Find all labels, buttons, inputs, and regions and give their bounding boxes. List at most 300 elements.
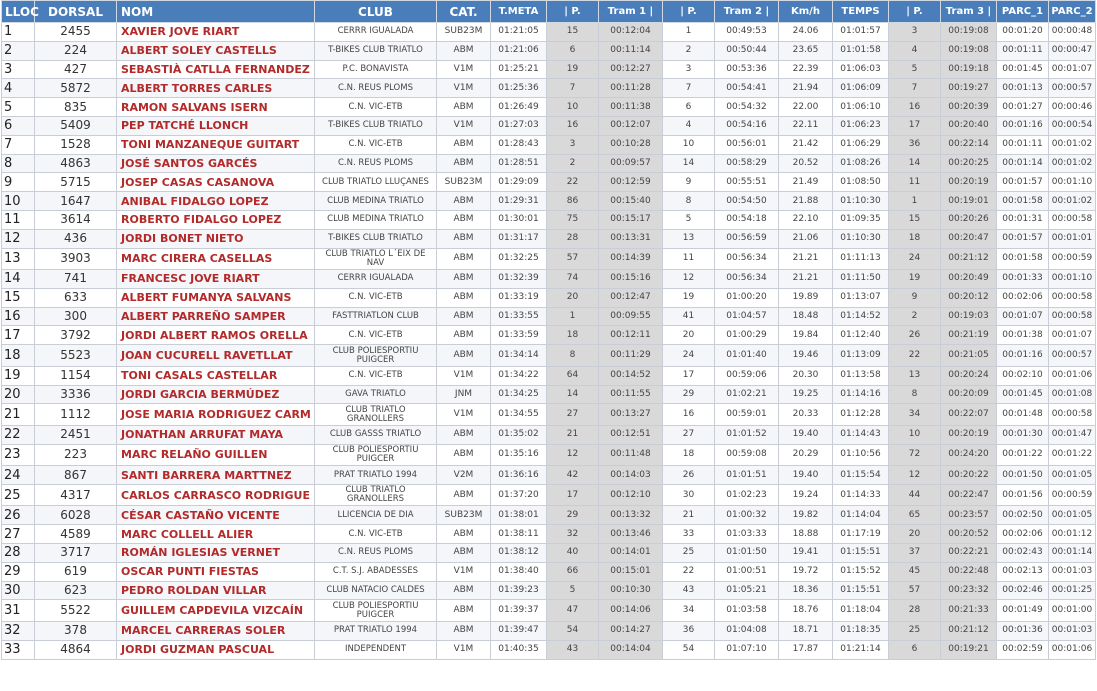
- cell-parc1: 00:01:45: [997, 385, 1049, 404]
- table-row: [2, 210, 1096, 229]
- cell-p2: 12: [663, 270, 715, 289]
- cell-lloc: 10: [2, 192, 35, 211]
- cell-lloc: 3: [2, 60, 35, 79]
- cell-parc1: 00:01:30: [997, 425, 1049, 444]
- cell-temps: 01:14:04: [833, 506, 889, 525]
- cell-club: C.N. VIC-ETB: [315, 288, 437, 307]
- cell-nom: SANTI BARRERA MARTTNEZ: [117, 466, 315, 485]
- table-row: [2, 229, 1096, 248]
- cell-kmh: 20.33: [779, 404, 833, 426]
- cell-cat: ABM: [437, 270, 491, 289]
- cell-lloc: 18: [2, 345, 35, 367]
- cell-p1: 10: [547, 98, 599, 117]
- cell-parc1: 00:01:57: [997, 173, 1049, 192]
- cell-lloc: 4: [2, 79, 35, 98]
- cell-tram1: 00:11:48: [599, 444, 663, 466]
- cell-parc2: 00:01:14: [1049, 544, 1096, 563]
- cell-temps: 01:12:40: [833, 326, 889, 345]
- cell-parc2: 00:00:59: [1049, 484, 1096, 506]
- cell-tram1: 00:10:28: [599, 135, 663, 154]
- cell-nom: GUILLEM CAPDEVILA VIZCAÍN: [117, 600, 315, 622]
- cell-kmh: 19.84: [779, 326, 833, 345]
- cell-kmh: 21.21: [779, 248, 833, 270]
- cell-tmeta: 01:29:31: [491, 192, 547, 211]
- cell-tmeta: 01:37:20: [491, 484, 547, 506]
- cell-dorsal: 427: [35, 60, 117, 79]
- cell-tmeta: 01:38:12: [491, 544, 547, 563]
- cell-parc2: 00:00:58: [1049, 404, 1096, 426]
- cell-p2: 36: [663, 621, 715, 640]
- table-row: [2, 41, 1096, 60]
- cell-tram3: 00:19:03: [941, 307, 997, 326]
- cell-nom: ANIBAL FIDALGO LOPEZ: [117, 192, 315, 211]
- cell-p2: 13: [663, 229, 715, 248]
- cell-p1: 15: [547, 23, 599, 42]
- cell-tram3: 00:20:19: [941, 425, 997, 444]
- cell-club: GAVA TRIATLO: [315, 385, 437, 404]
- cell-cat: ABM: [437, 326, 491, 345]
- table-row: [2, 60, 1096, 79]
- cell-kmh: 19.82: [779, 506, 833, 525]
- cell-cat: ABM: [437, 229, 491, 248]
- col-header-tram3[interactable]: Tram 3 |: [941, 1, 997, 23]
- cell-tram1: 00:12:10: [599, 484, 663, 506]
- cell-club: CLUB POLIESPORTIU PUIGCER: [315, 345, 437, 367]
- table-row: [2, 270, 1096, 289]
- cell-tmeta: 01:39:47: [491, 621, 547, 640]
- cell-tram3: 00:22:21: [941, 544, 997, 563]
- cell-club: C.N. REUS PLOMS: [315, 544, 437, 563]
- cell-temps: 01:21:14: [833, 640, 889, 659]
- cell-parc2: 00:01:03: [1049, 621, 1096, 640]
- cell-kmh: 22.10: [779, 210, 833, 229]
- cell-parc2: 00:00:57: [1049, 345, 1096, 367]
- col-header-tmeta[interactable]: T.META: [491, 1, 547, 23]
- cell-cat: ABM: [437, 600, 491, 622]
- cell-dorsal: 378: [35, 621, 117, 640]
- col-header-club[interactable]: CLUB: [315, 1, 437, 23]
- cell-parc1: 00:02:10: [997, 366, 1049, 385]
- cell-tram3: 00:24:20: [941, 444, 997, 466]
- cell-tram1: 00:14:06: [599, 600, 663, 622]
- cell-cat: ABM: [437, 621, 491, 640]
- table-row: [2, 404, 1096, 426]
- cell-tram3: 00:19:08: [941, 23, 997, 42]
- cell-tram3: 00:20:22: [941, 466, 997, 485]
- cell-p1: 18: [547, 326, 599, 345]
- cell-tmeta: 01:26:49: [491, 98, 547, 117]
- cell-nom: CÉSAR CASTAÑO VICENTE: [117, 506, 315, 525]
- cell-kmh: 18.88: [779, 525, 833, 544]
- cell-tmeta: 01:21:05: [491, 23, 547, 42]
- cell-club: CLUB TRIATLO L´EIX DE NAV: [315, 248, 437, 270]
- cell-p3: 72: [889, 444, 941, 466]
- cell-tram3: 00:20:40: [941, 116, 997, 135]
- cell-lloc: 29: [2, 562, 35, 581]
- cell-kmh: 20.30: [779, 366, 833, 385]
- cell-p1: 5: [547, 581, 599, 600]
- cell-parc2: 00:01:10: [1049, 270, 1096, 289]
- col-header-temps[interactable]: TEMPS: [833, 1, 889, 23]
- cell-parc2: 00:01:01: [1049, 229, 1096, 248]
- cell-tmeta: 01:34:25: [491, 385, 547, 404]
- cell-tram3: 00:22:14: [941, 135, 997, 154]
- cell-p3: 17: [889, 116, 941, 135]
- table-row: [2, 173, 1096, 192]
- cell-tmeta: 01:21:06: [491, 41, 547, 60]
- table-row: [2, 484, 1096, 506]
- col-header-tram1[interactable]: Tram 1 |: [599, 1, 663, 23]
- cell-club: C.N. REUS PLOMS: [315, 154, 437, 173]
- cell-dorsal: 5409: [35, 116, 117, 135]
- cell-parc1: 00:01:45: [997, 60, 1049, 79]
- cell-temps: 01:10:30: [833, 192, 889, 211]
- cell-dorsal: 2451: [35, 425, 117, 444]
- cell-lloc: 17: [2, 326, 35, 345]
- cell-tram1: 00:12:47: [599, 288, 663, 307]
- cell-dorsal: 867: [35, 466, 117, 485]
- cell-tram2: 01:02:21: [715, 385, 779, 404]
- cell-p2: 2: [663, 41, 715, 60]
- cell-tram3: 00:19:08: [941, 41, 997, 60]
- cell-nom: FRANCESC JOVE RIART: [117, 270, 315, 289]
- cell-parc1: 00:01:31: [997, 210, 1049, 229]
- cell-club: T-BIKES CLUB TRIATLO: [315, 116, 437, 135]
- table-row: [2, 581, 1096, 600]
- col-header-p1[interactable]: | P.: [547, 1, 599, 23]
- cell-p1: 75: [547, 210, 599, 229]
- cell-dorsal: 1154: [35, 366, 117, 385]
- cell-tram2: 01:04:57: [715, 307, 779, 326]
- cell-tram1: 00:10:30: [599, 581, 663, 600]
- cell-nom: JORDI GARCIA BERMÚDEZ: [117, 385, 315, 404]
- cell-tram2: 00:56:34: [715, 248, 779, 270]
- table-row: [2, 326, 1096, 345]
- cell-nom: JOSEP CASAS CASANOVA: [117, 173, 315, 192]
- col-header-cat[interactable]: CAT.: [437, 1, 491, 23]
- cell-temps: 01:06:23: [833, 116, 889, 135]
- cell-dorsal: 619: [35, 562, 117, 581]
- table-row: [2, 116, 1096, 135]
- cell-p2: 10: [663, 135, 715, 154]
- cell-club: CLUB POLIESPORTIU PUIGCER: [315, 600, 437, 622]
- table-row: [2, 506, 1096, 525]
- cell-tram2: 01:04:08: [715, 621, 779, 640]
- cell-nom: JOAN CUCURELL RAVETLLAT: [117, 345, 315, 367]
- cell-temps: 01:14:33: [833, 484, 889, 506]
- col-header-parc1[interactable]: PARC_1: [997, 1, 1049, 23]
- cell-tram3: 00:19:27: [941, 79, 997, 98]
- table-row: [2, 600, 1096, 622]
- cell-tram3: 00:21:05: [941, 345, 997, 367]
- cell-p1: 12: [547, 444, 599, 466]
- cell-dorsal: 4864: [35, 640, 117, 659]
- cell-club: INDEPENDENT: [315, 640, 437, 659]
- cell-p2: 41: [663, 307, 715, 326]
- cell-p3: 1: [889, 192, 941, 211]
- cell-tmeta: 01:32:25: [491, 248, 547, 270]
- cell-parc1: 00:02:43: [997, 544, 1049, 563]
- cell-lloc: 31: [2, 600, 35, 622]
- col-header-parc2[interactable]: PARC_2: [1049, 1, 1096, 23]
- cell-parc1: 00:01:11: [997, 135, 1049, 154]
- cell-tram1: 00:11:55: [599, 385, 663, 404]
- col-header-p3[interactable]: | P.: [889, 1, 941, 23]
- cell-nom: OSCAR PUNTI FIESTAS: [117, 562, 315, 581]
- cell-kmh: 21.21: [779, 270, 833, 289]
- cell-p1: 28: [547, 229, 599, 248]
- cell-kmh: 24.06: [779, 23, 833, 42]
- cell-tram1: 00:13:46: [599, 525, 663, 544]
- cell-kmh: 20.29: [779, 444, 833, 466]
- cell-cat: ABM: [437, 288, 491, 307]
- cell-club: C.N. VIC-ETB: [315, 98, 437, 117]
- cell-kmh: 22.00: [779, 98, 833, 117]
- cell-cat: ABM: [437, 192, 491, 211]
- cell-tram1: 00:12:07: [599, 116, 663, 135]
- cell-cat: ABM: [437, 248, 491, 270]
- col-header-nom[interactable]: NOM: [117, 1, 315, 23]
- cell-club: C.T. S.J. ABADESSES: [315, 562, 437, 581]
- cell-kmh: 21.94: [779, 79, 833, 98]
- cell-tmeta: 01:33:19: [491, 288, 547, 307]
- cell-tmeta: 01:35:16: [491, 444, 547, 466]
- table-row: [2, 248, 1096, 270]
- cell-kmh: 19.72: [779, 562, 833, 581]
- col-header-dorsal[interactable]: DORSAL: [35, 1, 117, 23]
- table-row: [2, 98, 1096, 117]
- col-header-kmh[interactable]: Km/h: [779, 1, 833, 23]
- cell-temps: 01:13:58: [833, 366, 889, 385]
- cell-cat: SUB23M: [437, 173, 491, 192]
- cell-dorsal: 5715: [35, 173, 117, 192]
- cell-kmh: 23.65: [779, 41, 833, 60]
- cell-temps: 01:08:50: [833, 173, 889, 192]
- cell-parc1: 00:01:14: [997, 154, 1049, 173]
- table-row: [2, 23, 1096, 42]
- cell-parc1: 00:01:58: [997, 248, 1049, 270]
- cell-lloc: 19: [2, 366, 35, 385]
- cell-lloc: 2: [2, 41, 35, 60]
- cell-p3: 4: [889, 41, 941, 60]
- cell-parc2: 00:01:12: [1049, 525, 1096, 544]
- cell-parc1: 00:01:16: [997, 116, 1049, 135]
- cell-p2: 43: [663, 581, 715, 600]
- cell-tram2: 00:53:36: [715, 60, 779, 79]
- cell-lloc: 22: [2, 425, 35, 444]
- cell-dorsal: 623: [35, 581, 117, 600]
- cell-p1: 16: [547, 116, 599, 135]
- cell-nom: MARC COLLELL ALIER: [117, 525, 315, 544]
- cell-parc2: 00:00:58: [1049, 288, 1096, 307]
- cell-p3: 36: [889, 135, 941, 154]
- col-header-lloc[interactable]: LLOC: [2, 1, 35, 23]
- cell-nom: ALBERT PARREÑO SAMPER: [117, 307, 315, 326]
- cell-club: C.N. VIC-ETB: [315, 135, 437, 154]
- cell-dorsal: 1112: [35, 404, 117, 426]
- cell-p1: 57: [547, 248, 599, 270]
- cell-nom: MARC CIRERA CASELLAS: [117, 248, 315, 270]
- cell-parc2: 00:00:46: [1049, 98, 1096, 117]
- cell-tram1: 00:14:01: [599, 544, 663, 563]
- cell-parc1: 00:01:56: [997, 484, 1049, 506]
- cell-tram1: 00:13:32: [599, 506, 663, 525]
- cell-nom: ROBERTO FIDALGO LOPEZ: [117, 210, 315, 229]
- cell-p1: 29: [547, 506, 599, 525]
- cell-tram2: 00:59:01: [715, 404, 779, 426]
- cell-tmeta: 01:29:09: [491, 173, 547, 192]
- cell-club: CLUB MEDINA TRIATLO: [315, 192, 437, 211]
- cell-nom: TONI CASALS CASTELLAR: [117, 366, 315, 385]
- cell-lloc: 7: [2, 135, 35, 154]
- cell-lloc: 15: [2, 288, 35, 307]
- cell-tram1: 00:12:27: [599, 60, 663, 79]
- cell-cat: SUB23M: [437, 23, 491, 42]
- cell-kmh: 21.49: [779, 173, 833, 192]
- cell-tmeta: 01:33:55: [491, 307, 547, 326]
- cell-cat: ABM: [437, 307, 491, 326]
- cell-club: CLUB GASSS TRIATLO: [315, 425, 437, 444]
- cell-parc1: 00:01:22: [997, 444, 1049, 466]
- table-row: [2, 525, 1096, 544]
- cell-p3: 45: [889, 562, 941, 581]
- col-header-tram2[interactable]: Tram 2 |: [715, 1, 779, 23]
- cell-p1: 21: [547, 425, 599, 444]
- cell-p1: 42: [547, 466, 599, 485]
- cell-tram3: 00:21:33: [941, 600, 997, 622]
- cell-lloc: 13: [2, 248, 35, 270]
- cell-p2: 27: [663, 425, 715, 444]
- cell-dorsal: 300: [35, 307, 117, 326]
- cell-tram2: 01:00:20: [715, 288, 779, 307]
- cell-nom: ALBERT FUMANYA SALVANS: [117, 288, 315, 307]
- cell-p3: 16: [889, 98, 941, 117]
- cell-p2: 25: [663, 544, 715, 563]
- cell-club: CLUB MEDINA TRIATLO: [315, 210, 437, 229]
- cell-tmeta: 01:35:02: [491, 425, 547, 444]
- cell-tram2: 01:05:21: [715, 581, 779, 600]
- cell-p1: 7: [547, 79, 599, 98]
- cell-cat: V1M: [437, 366, 491, 385]
- cell-temps: 01:18:04: [833, 600, 889, 622]
- cell-p1: 86: [547, 192, 599, 211]
- cell-tram1: 00:14:03: [599, 466, 663, 485]
- cell-parc2: 00:01:08: [1049, 385, 1096, 404]
- cell-tram1: 00:14:39: [599, 248, 663, 270]
- cell-tram2: 01:00:32: [715, 506, 779, 525]
- cell-temps: 01:06:29: [833, 135, 889, 154]
- cell-tram1: 00:12:04: [599, 23, 663, 42]
- cell-tram3: 00:22:47: [941, 484, 997, 506]
- cell-tram2: 00:56:34: [715, 270, 779, 289]
- cell-p3: 14: [889, 154, 941, 173]
- cell-temps: 01:10:30: [833, 229, 889, 248]
- cell-tram3: 00:19:21: [941, 640, 997, 659]
- cell-dorsal: 223: [35, 444, 117, 466]
- table-row: [2, 79, 1096, 98]
- cell-cat: ABM: [437, 154, 491, 173]
- cell-tram1: 00:15:40: [599, 192, 663, 211]
- cell-tmeta: 01:30:01: [491, 210, 547, 229]
- cell-lloc: 23: [2, 444, 35, 466]
- cell-parc2: 00:00:47: [1049, 41, 1096, 60]
- cell-tram2: 00:58:29: [715, 154, 779, 173]
- cell-tram1: 00:12:59: [599, 173, 663, 192]
- cell-dorsal: 1647: [35, 192, 117, 211]
- cell-p3: 3: [889, 23, 941, 42]
- cell-p3: 7: [889, 79, 941, 98]
- cell-p1: 43: [547, 640, 599, 659]
- cell-p3: 8: [889, 385, 941, 404]
- cell-tram3: 00:20:52: [941, 525, 997, 544]
- cell-temps: 01:08:26: [833, 154, 889, 173]
- cell-p2: 6: [663, 98, 715, 117]
- cell-tram3: 00:19:18: [941, 60, 997, 79]
- cell-dorsal: 5522: [35, 600, 117, 622]
- cell-cat: ABM: [437, 98, 491, 117]
- cell-tmeta: 01:34:14: [491, 345, 547, 367]
- cell-p1: 2: [547, 154, 599, 173]
- col-header-p2[interactable]: | P.: [663, 1, 715, 23]
- cell-tmeta: 01:25:36: [491, 79, 547, 98]
- cell-p2: 26: [663, 466, 715, 485]
- cell-parc2: 00:00:58: [1049, 210, 1096, 229]
- cell-temps: 01:06:03: [833, 60, 889, 79]
- table-row: [2, 466, 1096, 485]
- cell-cat: V1M: [437, 640, 491, 659]
- cell-parc1: 00:02:13: [997, 562, 1049, 581]
- cell-tmeta: 01:38:11: [491, 525, 547, 544]
- cell-tram1: 00:09:55: [599, 307, 663, 326]
- cell-p3: 12: [889, 466, 941, 485]
- cell-p3: 11: [889, 173, 941, 192]
- cell-tmeta: 01:28:51: [491, 154, 547, 173]
- cell-temps: 01:15:51: [833, 544, 889, 563]
- table-row: [2, 621, 1096, 640]
- cell-kmh: 22.39: [779, 60, 833, 79]
- cell-lloc: 16: [2, 307, 35, 326]
- cell-parc2: 00:01:02: [1049, 135, 1096, 154]
- cell-cat: ABM: [437, 525, 491, 544]
- results-table: [1, 0, 1096, 660]
- cell-tram2: 00:54:16: [715, 116, 779, 135]
- cell-parc2: 00:00:57: [1049, 79, 1096, 98]
- cell-cat: ABM: [437, 444, 491, 466]
- cell-nom: ROMÁN IGLESIAS VERNET: [117, 544, 315, 563]
- cell-parc2: 00:01:05: [1049, 466, 1096, 485]
- cell-parc2: 00:01:06: [1049, 640, 1096, 659]
- table-row: [2, 562, 1096, 581]
- cell-parc1: 00:01:07: [997, 307, 1049, 326]
- cell-kmh: 21.88: [779, 192, 833, 211]
- cell-p1: 22: [547, 173, 599, 192]
- cell-tmeta: 01:39:23: [491, 581, 547, 600]
- cell-parc2: 00:01:25: [1049, 581, 1096, 600]
- table-row: [2, 154, 1096, 173]
- cell-dorsal: 835: [35, 98, 117, 117]
- cell-p1: 47: [547, 600, 599, 622]
- table-row: [2, 444, 1096, 466]
- cell-tram3: 00:20:25: [941, 154, 997, 173]
- cell-parc2: 00:00:48: [1049, 23, 1096, 42]
- cell-parc2: 00:01:10: [1049, 173, 1096, 192]
- cell-tram2: 00:54:32: [715, 98, 779, 117]
- cell-dorsal: 633: [35, 288, 117, 307]
- cell-dorsal: 3614: [35, 210, 117, 229]
- cell-club: CLUB TRIATLO LLUÇANES: [315, 173, 437, 192]
- cell-parc1: 00:01:58: [997, 192, 1049, 211]
- cell-p2: 4: [663, 116, 715, 135]
